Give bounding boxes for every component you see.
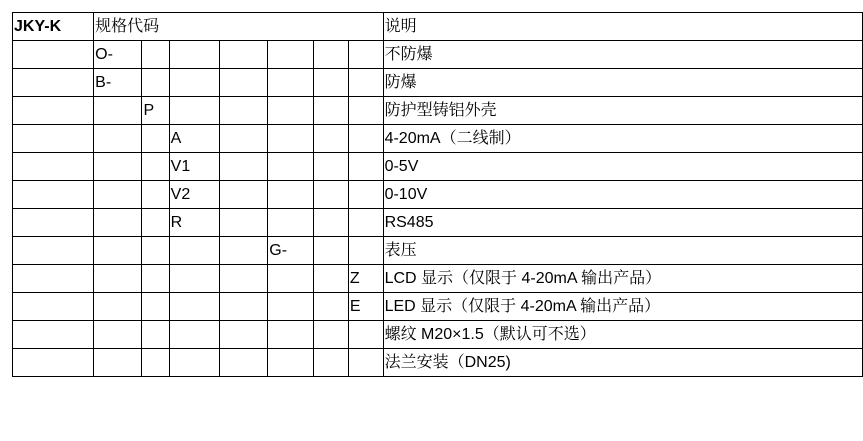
spec-code-value: O- xyxy=(94,41,142,69)
description-cell: LED 显示（仅限于 4-20mA 输出产品） xyxy=(383,293,862,321)
code-cell xyxy=(268,153,314,181)
description-cell: RS485 xyxy=(383,209,862,237)
code-cell xyxy=(313,321,348,349)
code-cell xyxy=(142,293,169,321)
model-cell xyxy=(13,41,94,69)
code-cell xyxy=(219,209,267,237)
model-cell xyxy=(13,181,94,209)
code-cell xyxy=(348,97,383,125)
code-cell xyxy=(142,125,169,153)
code-cell xyxy=(219,41,267,69)
code-cell xyxy=(313,349,348,377)
code-cell xyxy=(94,265,142,293)
code-cell xyxy=(268,181,314,209)
table-row xyxy=(13,125,863,153)
code-cell xyxy=(142,41,169,69)
code-cell xyxy=(94,181,142,209)
code-cell xyxy=(348,181,383,209)
code-cell xyxy=(348,41,383,69)
code-cell xyxy=(268,265,314,293)
model-name-cell: JKY-K xyxy=(13,13,94,41)
code-cell xyxy=(313,69,348,97)
code-cell xyxy=(94,153,142,181)
code-cell xyxy=(268,349,314,377)
code-cell xyxy=(219,181,267,209)
description-cell: 4-20mA（二线制） xyxy=(383,125,862,153)
code-cell xyxy=(348,349,383,377)
spec-code-value: R xyxy=(169,209,219,237)
code-cell xyxy=(348,69,383,97)
code-cell xyxy=(169,97,219,125)
spec-code-value: 螺纹 M20×1.5（默认可不选） xyxy=(383,321,862,349)
code-cell xyxy=(219,349,267,377)
description-header-cell: 说明 xyxy=(383,13,862,41)
code-cell xyxy=(142,321,169,349)
table-row xyxy=(13,293,863,321)
code-cell xyxy=(169,265,219,293)
code-cell xyxy=(142,349,169,377)
code-cell xyxy=(94,209,142,237)
spec-code-value: E xyxy=(348,293,383,321)
code-cell xyxy=(219,321,267,349)
description-cell: 0-5V xyxy=(383,153,862,181)
spec-code-value: B- xyxy=(94,69,142,97)
code-cell xyxy=(313,97,348,125)
code-cell xyxy=(219,125,267,153)
model-cell xyxy=(13,153,94,181)
code-cell xyxy=(94,321,142,349)
code-cell xyxy=(142,153,169,181)
code-cell xyxy=(94,349,142,377)
description-cell: 防护型铸铝外壳 xyxy=(383,97,862,125)
code-cell xyxy=(268,125,314,153)
code-cell xyxy=(313,293,348,321)
table-row xyxy=(13,97,863,125)
code-cell xyxy=(219,237,267,265)
model-cell xyxy=(13,69,94,97)
code-cell xyxy=(268,69,314,97)
code-cell xyxy=(219,69,267,97)
code-cell xyxy=(94,293,142,321)
header-row xyxy=(13,13,863,41)
code-cell xyxy=(348,237,383,265)
code-cell xyxy=(313,153,348,181)
model-cell xyxy=(13,125,94,153)
table-row xyxy=(13,349,863,377)
description-cell: 防爆 xyxy=(383,69,862,97)
code-cell xyxy=(313,265,348,293)
code-cell xyxy=(268,321,314,349)
description-cell: 0-10V xyxy=(383,181,862,209)
description-cell: 不防爆 xyxy=(383,41,862,69)
code-cell xyxy=(169,293,219,321)
code-cell xyxy=(169,237,219,265)
code-cell xyxy=(348,321,383,349)
model-cell xyxy=(13,349,94,377)
code-cell xyxy=(268,41,314,69)
code-cell xyxy=(169,321,219,349)
code-cell xyxy=(169,349,219,377)
code-cell xyxy=(268,97,314,125)
table-row xyxy=(13,265,863,293)
code-cell xyxy=(268,293,314,321)
code-cell xyxy=(219,97,267,125)
table-row xyxy=(13,209,863,237)
code-cell xyxy=(313,237,348,265)
spec-code-value: P xyxy=(142,97,169,125)
code-cell xyxy=(313,181,348,209)
code-cell xyxy=(94,125,142,153)
code-cell xyxy=(268,209,314,237)
code-cell xyxy=(313,41,348,69)
code-cell xyxy=(94,237,142,265)
code-cell xyxy=(142,181,169,209)
code-cell xyxy=(142,69,169,97)
code-cell xyxy=(169,69,219,97)
table-row xyxy=(13,69,863,97)
model-cell xyxy=(13,97,94,125)
model-cell xyxy=(13,293,94,321)
code-cell xyxy=(219,293,267,321)
spec-code-value: V1 xyxy=(169,153,219,181)
model-cell xyxy=(13,265,94,293)
code-cell xyxy=(169,41,219,69)
code-cell xyxy=(313,209,348,237)
table-row xyxy=(13,41,863,69)
spec-code-header-cell: 规格代码 xyxy=(94,13,383,41)
code-cell xyxy=(142,209,169,237)
table-row xyxy=(13,321,863,349)
model-cell xyxy=(13,209,94,237)
code-cell xyxy=(142,237,169,265)
table-row xyxy=(13,237,863,265)
spec-code-value: A xyxy=(169,125,219,153)
code-cell xyxy=(94,97,142,125)
code-cell xyxy=(313,125,348,153)
description-cell: LCD 显示（仅限于 4-20mA 输出产品） xyxy=(383,265,862,293)
spec-code-value: Z xyxy=(348,265,383,293)
model-cell xyxy=(13,321,94,349)
table-row xyxy=(13,153,863,181)
code-cell xyxy=(219,265,267,293)
spec-code-table xyxy=(12,12,863,377)
spec-code-value: G- xyxy=(268,237,314,265)
model-cell xyxy=(13,237,94,265)
table-row xyxy=(13,181,863,209)
description-cell: 表压 xyxy=(383,237,862,265)
spec-code-value: 法兰安装（DN25) xyxy=(383,349,862,377)
code-cell xyxy=(142,265,169,293)
code-cell xyxy=(348,209,383,237)
code-cell xyxy=(219,153,267,181)
code-cell xyxy=(348,125,383,153)
code-cell xyxy=(348,153,383,181)
spec-code-value: V2 xyxy=(169,181,219,209)
